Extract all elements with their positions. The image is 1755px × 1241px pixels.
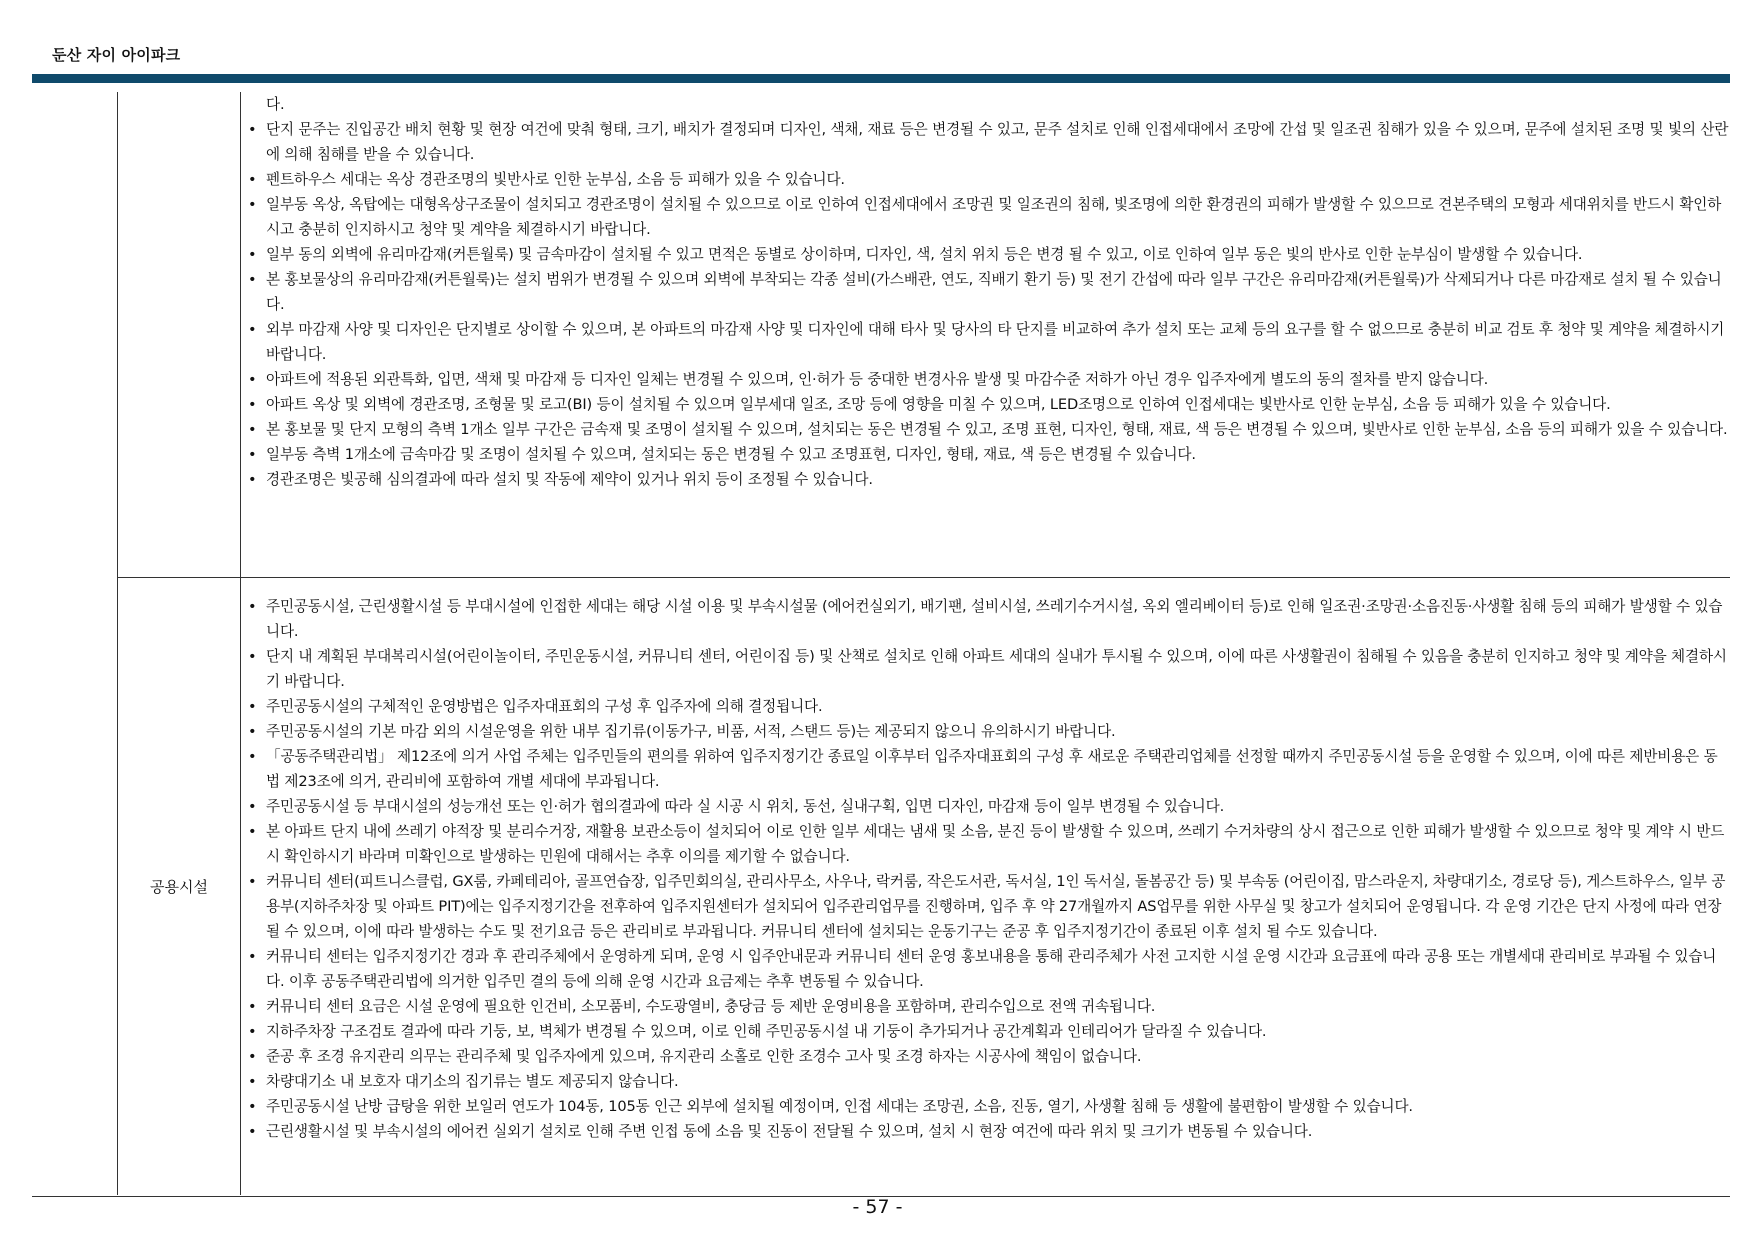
bullet-item: • 지하주차장 구조검토 결과에 따라 기둥, 보, 벽체가 변경될 수 있으며, 이로 인해 주민공동시설 내 기둥이 추가되거나 공간계획과 인테리어가 달라질 수 있습니다. — [244, 1019, 1730, 1044]
bullet-item: • 주민공동시설의 구체적인 운영방법은 입주자대표회의 구성 후 입주자에 의해 결정됩니다. — [244, 694, 1730, 719]
bullet-item: • 본 홍보물 및 단지 모형의 측벽 1개소 일부 구간은 금속재 및 조명이 설치될 수 있으며, 설치되는 동은 변경될 수 있고, 조명 표현, 디자인, 형태, 재료, 색 등은 변경될 수 있으며, 빛반사로 인한 눈부심, 소음 등의 피해가 있을 수 있습니다. — [244, 417, 1730, 442]
table-border-left-col — [117, 92, 118, 1195]
bullet-item: • 근린생활시설 및 부속시설의 에어컨 실외기 설치로 인해 주변 인접 동에 소음 및 진동이 전달될 수 있으며, 설치 시 현장 여건에 따라 위치 및 크기가 변동될 수 있습니다. — [244, 1119, 1730, 1144]
page-number: - 57 - — [852, 1196, 903, 1218]
section-divider — [117, 577, 1730, 578]
bullet-item: • 「공동주택관리법」 제12조에 의거 사업 주체는 입주민들의 편의를 위하여 입주지정기간 종료일 이후부터 입주자대표회의 구성 후 새로운 주택관리업체를 선정할 때까지 주민공동시설 등을 운영할 수 있으며, 이에 따른 제반비용은 동법 제23조에 의거, 관리비에 포함하여 개별 세대에 부과됩니다. — [244, 744, 1730, 794]
bullet-item: • 커뮤니티 센터는 입주지정기간 경과 후 관리주체에서 운영하게 되며, 운영 시 입주안내문과 커뮤니티 센터 운영 홍보내용을 통해 관리주체가 사전 고지한 시설 운영 시간과 요금표에 따라 공용 또는 개별세대 관리비로 부과될 수 있습니다. 이후 공동주택관리법에 의거한 입주민 결의 등에 의해 운영 시간과 요금제는 추후 변동될 수 있습니다. — [244, 944, 1730, 994]
bullet-item: • 주민공동시설의 기본 마감 외의 시설운영을 위한 내부 집기류(이동가구, 비품, 서적, 스탠드 등)는 제공되지 않으니 유의하시기 바랍니다. — [244, 719, 1730, 744]
bullet-item: • 차량대기소 내 보호자 대기소의 집기류는 별도 제공되지 않습니다. — [244, 1069, 1730, 1094]
bullet-item: • 아파트 옥상 및 외벽에 경관조명, 조형물 및 로고(BI) 등이 설치될 수 있으며 일부세대 일조, 조망 등에 영향을 미칠 수 있으며, LED조명으로 인하여 인접세대는 빛반사로 인한 눈부심, 소음 등 피해가 있을 수 있습니다. — [244, 392, 1730, 417]
bullet-item: • 펜트하우스 세대는 옥상 경관조명의 빛반사로 인한 눈부심, 소음 등 피해가 있을 수 있습니다. — [244, 167, 1730, 192]
bullet-item: • 경관조명은 빛공해 심의결과에 따라 설치 및 작동에 제약이 있거나 위치 등이 조정될 수 있습니다. — [244, 467, 1730, 492]
bullet-item: • 일부동 옥상, 옥탑에는 대형옥상구조물이 설치되고 경관조명이 설치될 수 있으므로 이로 인하여 인접세대에서 조망권 및 일조권의 침해, 빛조명에 의한 환경권의 피해가 발생할 수 있으므로 견본주택의 모형과 세대위치를 반드시 확인하시고 충분히 인지하시고 청약 및 계약을 체결하시기 바랍니다. — [244, 192, 1730, 242]
bullet-item: • 커뮤니티 센터 요금은 시설 운영에 필요한 인건비, 소모품비, 수도광열비, 충당금 등 제반 운영비용을 포함하며, 관리수입으로 전액 귀속됩니다. — [244, 994, 1730, 1019]
bullet-item: • 단지 내 계획된 부대복리시설(어린이놀이터, 주민운동시설, 커뮤니티 센터, 어린이집 등) 및 산책로 설치로 인해 아파트 세대의 실내가 투시될 수 있으며, 이에 따른 사생활권이 침해될 수 있음을 충분히 인지하고 청약 및 계약을 체결하시기 바랍니다. — [244, 644, 1730, 694]
bullet-item: • 단지 문주는 진입공간 배치 현황 및 현장 여건에 맞춰 형태, 크기, 배치가 결정되며 디자인, 색채, 재료 등은 변경될 수 있고, 문주 설치로 인해 인접세대에서 조망에 간섭 및 일조권 침해가 있을 수 있으며, 문주에 설치된 조명 및 빛의 산란에 의해 침해를 받을 수 있습니다. — [244, 117, 1730, 167]
bullet-item: • 일부동 측벽 1개소에 금속마감 및 조명이 설치될 수 있으며, 설치되는 동은 변경될 수 있고 조명표현, 디자인, 형태, 재료, 색 등은 변경될 수 있습니다. — [244, 442, 1730, 467]
bullet-item: • 준공 후 조경 유지관리 의무는 관리주체 및 입주자에게 있으며, 유지관리 소홀로 인한 조경수 고사 및 조경 하자는 시공사에 책임이 없습니다. — [244, 1044, 1730, 1069]
section-label-common-facilities: 공용시설 — [150, 878, 208, 896]
bullet-item: • 주민공동시설 난방 급탕을 위한 보일러 연도가 104동, 105동 인근 외부에 설치될 예정이며, 인접 세대는 조망권, 소음, 진동, 열기, 사생활 침해 등 생활에 불편함이 발생할 수 있습니다. — [244, 1094, 1730, 1119]
section-content — [244, 92, 1730, 492]
bullet-item: • 본 아파트 단지 내에 쓰레기 야적장 및 분리수거장, 재활용 보관소등이 설치되어 이로 인한 일부 세대는 냄새 및 소음, 분진 등이 발생할 수 있으며, 쓰레기 수거차량의 상시 접근으로 인한 피해가 발생할 수 있으므로 청약 및 계약 시 반드시 확인하시기 바라며 미확인으로 발생하는 민원에 대해서는 추후 이의를 제기할 수 없습니다. — [244, 819, 1730, 869]
section-content — [244, 594, 1730, 1144]
bullet-item: • 커뮤니티 센터(피트니스클럽, GX룸, 카페테리아, 골프연습장, 입주민회의실, 관리사무소, 사우나, 락커룸, 작은도서관, 독서실, 1인 독서실, 돌봄공간 등) 및 부속동 (어린이집, 맘스라운지, 차량대기소, 경로당 등), 게스트하우스, 일부 공용부(지하주차장 및 아파트 PIT)에는 입주지정기간을 전후하여 입주지원센터가 설치되어 입주관리업무를 진행하며, 입주 후 약 27개월까지 AS업무를 위한 사무실 및 창고가 설치되어 운영됩니다. 각 운영 기간은 단지 사정에 따라 연장될 수 있으며, 이에 따라 발생하는 수도 및 전기요금 등은 관리비로 부과됩니다. 커뮤니티 센터에 설치되는 운동기구는 준공 후 입주지정기간이 종료된 이후 설치 될 수도 있습니다. — [244, 869, 1730, 944]
table-border-label-col — [240, 92, 241, 1195]
bullet-item: • 본 홍보물상의 유리마감재(커튼월룩)는 설치 범위가 변경될 수 있으며 외벽에 부착되는 각종 설비(가스배관, 연도, 직배기 환기 등) 및 전기 간섭에 따라 일부 구간은 유리마감재(커튼월룩)가 삭제되거나 다른 마감재로 설치 될 수 있습니다. — [244, 267, 1730, 317]
bullet-item: • 외부 마감재 사양 및 디자인은 단지별로 상이할 수 있으며, 본 아파트의 마감재 사양 및 디자인에 대해 타사 및 당사의 타 단지를 비교하여 추가 설치 또는 교체 등의 요구를 할 수 없으므로 충분히 비교 검토 후 청약 및 계약을 체결하시기 바랍니다. — [244, 317, 1730, 367]
bullet-item: • 아파트에 적용된 외관특화, 입면, 색채 및 마감재 등 디자인 일체는 변경될 수 있으며, 인·허가 등 중대한 변경사유 발생 및 마감수준 저하가 아닌 경우 입주자에게 별도의 동의 절차를 받지 않습니다. — [244, 367, 1730, 392]
bullet-item: • 주민공동시설, 근린생활시설 등 부대시설에 인접한 세대는 해당 시설 이용 및 부속시설물 (에어컨실외기, 배기팬, 설비시설, 쓰레기수거시설, 옥외 엘리베이터 등)로 인해 일조권·조망권·소음진동·사생활 침해 등의 피해가 발생할 수 있습니다. — [244, 594, 1730, 644]
notice-table — [32, 92, 1730, 1195]
header-bar — [32, 74, 1730, 83]
bullet-item: • 주민공동시설 등 부대시설의 성능개선 또는 인·허가 협의결과에 따라 실 시공 시 위치, 동선, 실내구획, 입면 디자인, 마감재 등이 일부 변경될 수 있습니다. — [244, 794, 1730, 819]
continued-text: 다. — [266, 96, 285, 113]
bullet-item: • 일부 동의 외벽에 유리마감재(커튼월룩) 및 금속마감이 설치될 수 있고 면적은 동별로 상이하며, 디자인, 색, 설치 위치 등은 변경 될 수 있고, 이로 인하여 일부 동은 빛의 반사로 인한 눈부심이 발생할 수 있습니다. — [244, 242, 1730, 267]
document-title: 둔산 자이 아이파크 — [52, 46, 181, 64]
